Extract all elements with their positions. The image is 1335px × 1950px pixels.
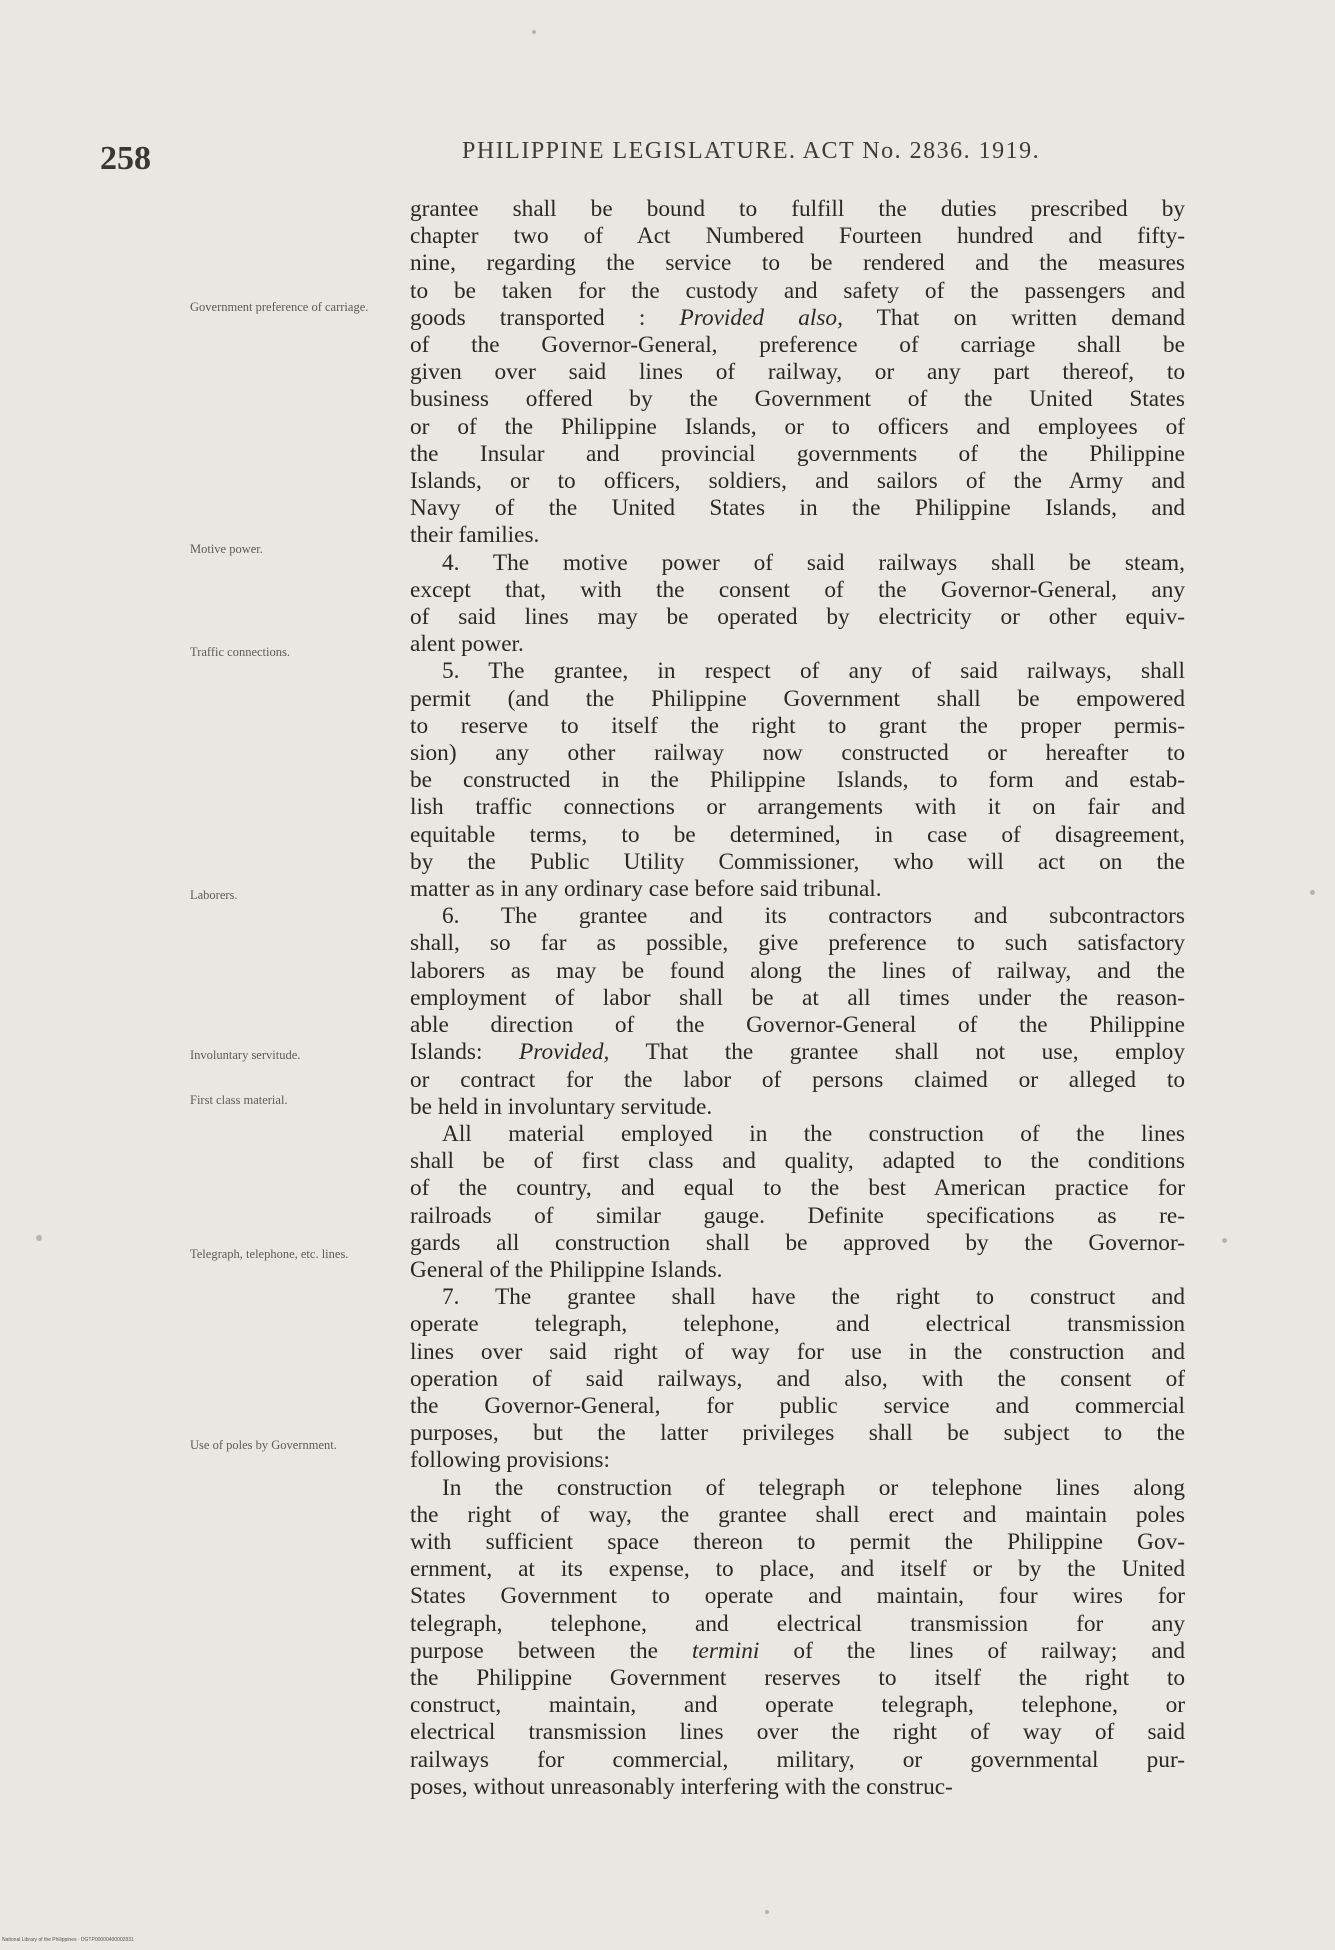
text-line: operation of said railways, and also, with the consent of <box>410 1365 1185 1392</box>
text-line: purposes, but the latter privileges shall be subject to the <box>410 1420 1185 1447</box>
paragraph-telegraph-lines <box>410 1284 1185 1474</box>
text-line: be constructed in the Philippine Islands, to form and estab- <box>410 767 1185 794</box>
page-number: 258 <box>100 140 151 177</box>
text-line: All material employed in the construction of the lines <box>442 1120 1185 1147</box>
text-line: alent power. <box>410 631 524 658</box>
text-line: electrical transmission lines over the right of way of said <box>410 1719 1185 1746</box>
text-line: or contract for the labor of persons claimed or alleged to <box>410 1066 1185 1093</box>
text-line: shall, so far as possible, give preference to such satisfactory <box>410 930 1185 957</box>
text-line: given over said lines of railway, or any part thereof, to <box>410 359 1185 386</box>
scan-speck <box>765 1910 769 1914</box>
text-line: the Philippine Government reserves to itself the right to <box>410 1664 1185 1691</box>
scan-speck <box>1310 890 1315 895</box>
margin-note-first-class-material: First class material. <box>190 1093 288 1107</box>
text-line: with sufficient space thereon to permit the Philippine Gov- <box>410 1528 1185 1555</box>
text-line: employment of labor shall be at all times under the reason- <box>410 984 1185 1011</box>
text-line: operate telegraph, telephone, and electrical transmission <box>410 1311 1185 1338</box>
margin-note-traffic-connections: Traffic connections. <box>190 645 290 659</box>
text-line: construct, maintain, and operate telegraph, telephone, or <box>410 1692 1185 1719</box>
text-line: gards all construction shall be approved by the Governor- <box>410 1229 1185 1256</box>
text-line: chapter two of Act Numbered Fourteen hundred and fifty- <box>410 223 1185 250</box>
text-line: grantee shall be bound to fulfill the duties prescribed by <box>410 196 1185 222</box>
running-head: PHILIPPINE LEGISLATURE. ACT No. 2836. 1919. <box>462 138 1041 164</box>
text-line: business offered by the Government of the United States <box>410 386 1185 413</box>
scan-speck <box>532 30 536 34</box>
text-line: shall be of first class and quality, adapted to the conditions <box>410 1148 1185 1175</box>
text-line: States Government to operate and maintain, four wires for <box>410 1583 1185 1610</box>
text-line: the right of way, the grantee shall erect and maintain poles <box>410 1501 1185 1528</box>
text-line: the Insular and provincial governments of the Philippine <box>410 440 1185 467</box>
text-line: Navy of the United States in the Philippine Islands, and <box>410 495 1185 522</box>
text-line: 4. The motive power of said railways shall be steam, <box>442 549 1185 576</box>
text-line: In the construction of telegraph or telephone lines along <box>442 1474 1185 1501</box>
text-line: to be taken for the custody and safety of the passengers and <box>410 277 1185 304</box>
text-line: goods transported : Provided also, That on written demand <box>410 304 1185 331</box>
text-line: matter as in any ordinary case before said tribunal. <box>410 876 882 903</box>
paragraph-laborers <box>410 903 1185 1121</box>
text-line: telegraph, telephone, and electrical transmission for any <box>410 1610 1185 1637</box>
text-line: following provisions: <box>410 1447 610 1474</box>
margin-note-involuntary-servitude: Involuntary servitude. <box>190 1048 301 1062</box>
text-line: equitable terms, to be determined, in case of disagreement, <box>410 821 1185 848</box>
text-line: the Governor-General, for public service and commercial <box>410 1392 1185 1419</box>
scan-footer-mark: National Library of the Philippines · DGTP00000400002831 <box>2 1937 134 1943</box>
scan-speck <box>1222 1238 1227 1243</box>
scan-speck <box>36 1235 42 1241</box>
paragraph-traffic-connections <box>410 658 1185 903</box>
italic-term: Provided also, <box>679 304 843 331</box>
italic-term: termini <box>692 1637 760 1664</box>
text-line: of said lines may be operated by electricity or other equiv- <box>410 604 1185 631</box>
text-line: lines over said right of way for use in the construction and <box>410 1338 1185 1365</box>
margin-note-laborers: Laborers. <box>190 888 238 902</box>
text-line: their families. <box>410 522 540 549</box>
paragraph-first-class-material <box>410 1121 1185 1284</box>
text-line: able direction of the Governor-General of the Philippine <box>410 1012 1185 1039</box>
text-line: 7. The grantee shall have the right to construct and <box>442 1284 1185 1311</box>
text-line: Islands, or to officers, soldiers, and sailors of the Army and <box>410 468 1185 495</box>
text-line: poses, without unreasonably interfering with the construc- <box>410 1773 953 1800</box>
text-line: Islands: Provided, That the grantee shall not use, employ <box>410 1039 1185 1066</box>
margin-note-telegraph-lines: Telegraph, telephone, etc. lines. <box>190 1247 349 1261</box>
text-line: of the country, and equal to the best American practice for <box>410 1175 1185 1202</box>
text-line: ernment, at its expense, to place, and itself or by the United <box>410 1556 1185 1583</box>
text-line: by the Public Utility Commissioner, who will act on the <box>410 848 1185 875</box>
margin-note-government-preference: Government preference of carriage. <box>190 300 369 314</box>
text-line: lish traffic connections or arrangements with it on fair and <box>410 794 1185 821</box>
text-line: sion) any other railway now constructed or hereafter to <box>410 740 1185 767</box>
margin-note-use-of-poles: Use of poles by Government. <box>190 1438 337 1452</box>
text-line: purpose between the termini of the lines of railway; and <box>410 1637 1186 1664</box>
text-line: railroads of similar gauge. Definite specifications as re- <box>410 1202 1185 1229</box>
paragraph-use-of-poles <box>410 1475 1185 1801</box>
text-line: railways for commercial, military, or governmental pur- <box>410 1746 1185 1773</box>
paragraph-continuation <box>410 196 1185 550</box>
text-line: except that, with the consent of the Governor-General, any <box>410 576 1185 603</box>
text-line: nine, regarding the service to be rendered and the measures <box>410 250 1185 277</box>
text-line: 6. The grantee and its contractors and subcontractors <box>442 903 1185 930</box>
body-text <box>410 196 1185 1801</box>
margin-note-motive-power: Motive power. <box>190 542 263 556</box>
text-line: General of the Philippine Islands. <box>410 1256 723 1283</box>
italic-term: Provided, <box>519 1039 610 1066</box>
text-line: be held in involuntary servitude. <box>410 1093 713 1120</box>
text-line: 5. The grantee, in respect of any of said railways, shall <box>442 658 1185 685</box>
text-line: laborers as may be found along the lines of railway, and the <box>410 957 1185 984</box>
text-line: of the Governor-General, preference of carriage shall be <box>410 332 1185 359</box>
paragraph-motive-power <box>410 550 1185 659</box>
text-line: or of the Philippine Islands, or to officers and employees of <box>410 413 1185 440</box>
text-line: permit (and the Philippine Government shall be empowered <box>410 685 1185 712</box>
text-line: to reserve to itself the right to grant the proper permis- <box>410 712 1185 739</box>
